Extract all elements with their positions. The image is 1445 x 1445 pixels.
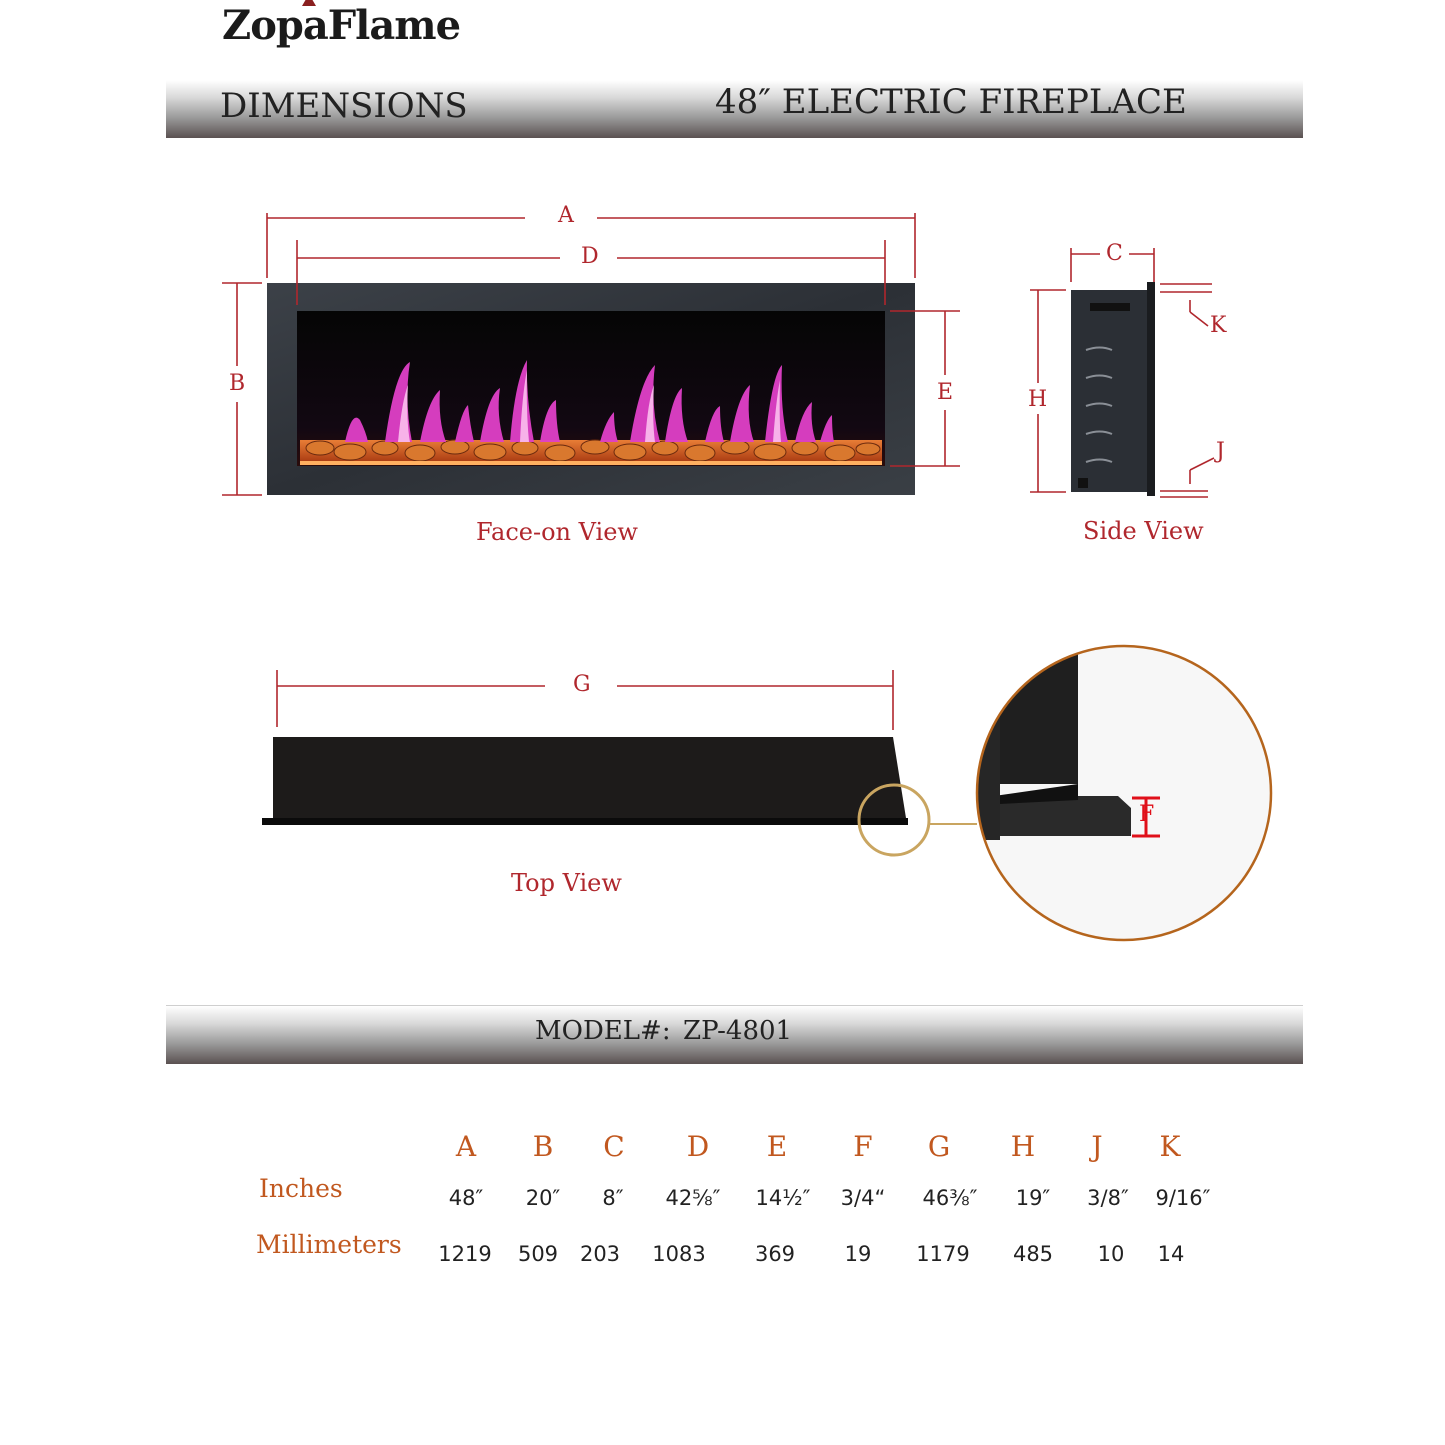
dim-label-e: E (931, 380, 959, 405)
table-cell: 369 (754, 1242, 796, 1266)
dim-label-d: D (575, 244, 605, 269)
table-cell: 48″ (448, 1186, 484, 1210)
table-cell: 19 (844, 1242, 872, 1266)
table-cell: 3/4“ (840, 1186, 886, 1210)
table-header-d: D (686, 1130, 710, 1163)
header-product-title: 48″ ELECTRIC FIREPLACE (715, 82, 1187, 122)
table-cell: 14½″ (755, 1186, 811, 1210)
table-cell: 1083 (652, 1242, 706, 1266)
table-header-g: G (927, 1130, 951, 1163)
side-view-label: Side View (1083, 517, 1204, 545)
model-number: ZP-4801 (683, 1016, 793, 1046)
dim-label-a: A (552, 203, 580, 228)
top-view-fireplace (262, 737, 908, 825)
table-header-a: A (455, 1130, 477, 1163)
table-header-c: C (603, 1130, 625, 1163)
table-cell: 9/16″ (1155, 1186, 1211, 1210)
table-cell: 3/8″ (1087, 1186, 1129, 1210)
dim-label-c: C (1100, 241, 1129, 266)
table-cell: 203 (579, 1242, 621, 1266)
side-view-fireplace (1071, 282, 1155, 496)
header-dimensions: DIMENSIONS (220, 86, 468, 126)
table-cell: 485 (1012, 1242, 1054, 1266)
dim-label-j: J (1216, 439, 1225, 464)
table-cell: 8″ (602, 1186, 624, 1210)
table-header-j: J (1091, 1130, 1103, 1163)
table-cell: 10 (1097, 1242, 1125, 1266)
top-view-label: Top View (511, 869, 622, 897)
table-header-e: E (766, 1130, 788, 1163)
row-label-millimeters: Millimeters (256, 1230, 402, 1259)
table-cell: 1219 (438, 1242, 492, 1266)
dim-label-g: G (567, 672, 597, 697)
dim-label-f: F (1139, 802, 1155, 827)
table-header-b: B (532, 1130, 554, 1163)
table-cell: 20″ (525, 1186, 561, 1210)
row-label-inches: Inches (259, 1174, 343, 1203)
model-label: MODEL#: (535, 1016, 671, 1046)
table-header-f: F (853, 1130, 873, 1163)
dim-label-k: K (1210, 313, 1227, 338)
table-cell: 42⅝″ (665, 1186, 721, 1210)
table-header-k: K (1159, 1130, 1181, 1163)
table-cell: 1179 (916, 1242, 970, 1266)
table-cell: 46⅜″ (922, 1186, 978, 1210)
table-header-h: H (1010, 1130, 1036, 1163)
dim-label-h: H (1022, 387, 1053, 412)
brand-logo: ZopaFlame (222, 2, 461, 49)
zoom-callout (859, 640, 1271, 940)
table-cell: 19″ (1015, 1186, 1051, 1210)
face-on-fireplace (267, 283, 915, 495)
dim-label-b: B (223, 371, 251, 396)
face-on-view-label: Face-on View (476, 518, 638, 546)
table-cell: 14 (1157, 1242, 1185, 1266)
table-cell: 509 (517, 1242, 559, 1266)
